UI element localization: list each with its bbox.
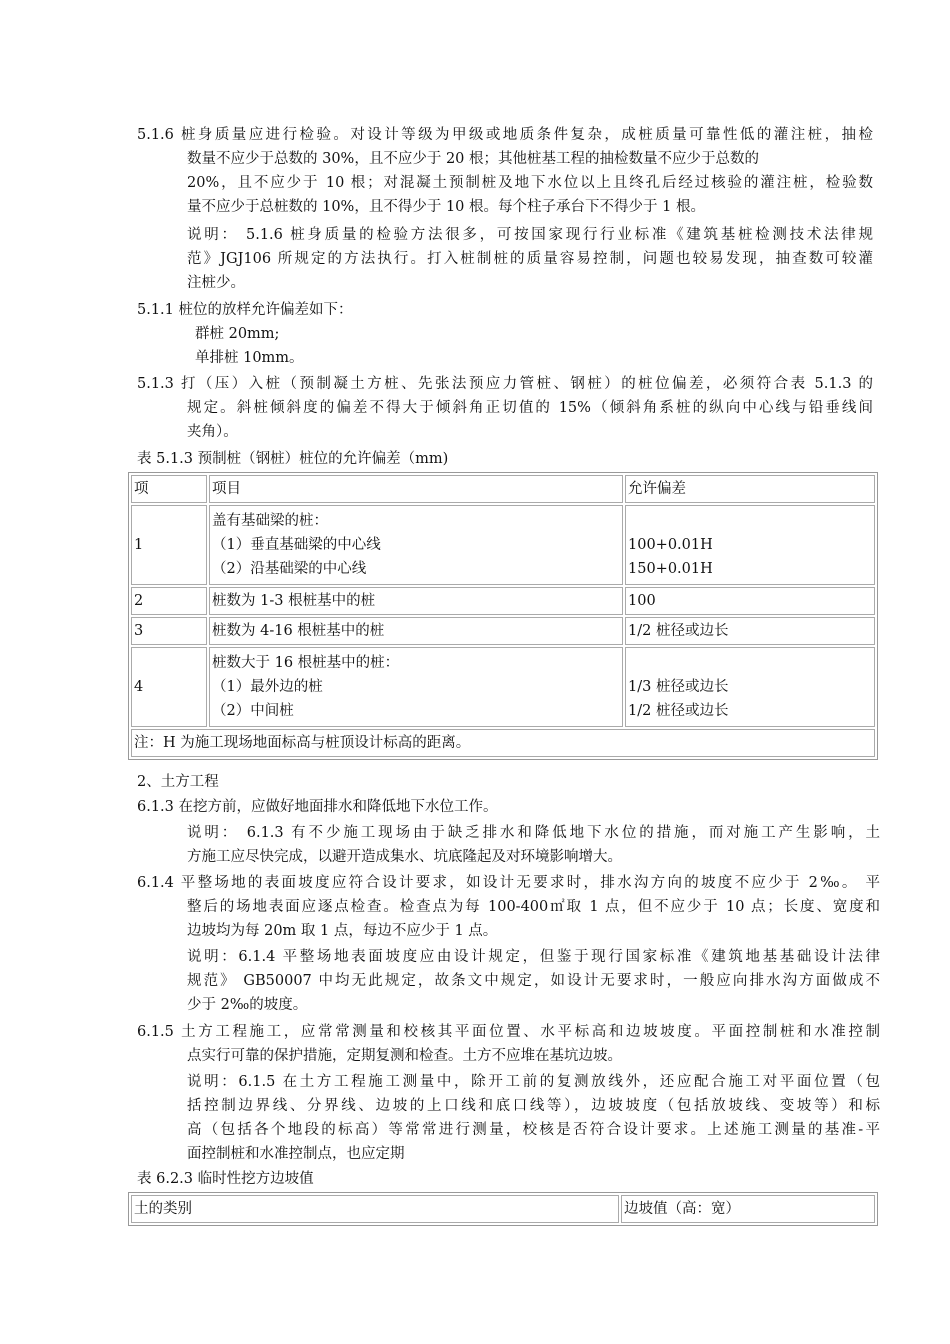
row-2-no: 2	[131, 587, 207, 615]
row-4-tolerance-line	[628, 651, 872, 675]
clause-516-note-line-1: 说明： 5.1.6 桩身质量的检验方法很多，可按国家现行行业标准《建筑基桩检测技术法律规	[187, 227, 873, 243]
row-1-tolerance-line: 100+0.01H	[628, 537, 713, 553]
header-cell-soil-type: 土的类别	[131, 1195, 619, 1223]
row-3-no: 3	[131, 617, 207, 645]
clause-516-note-line-3: 注桩少。	[187, 275, 245, 291]
clause-516-line-1: 5.1.6 桩身质量应进行检验。对设计等级为甲级或地质条件复杂，成桩质量可靠性低的灌注桩，抽检	[137, 127, 873, 143]
row-4-item-line: （1）最外边的桩	[212, 679, 323, 695]
clause-613-line: 6.1.3 在挖方前，应做好地面排水和降低地下水位工作。	[137, 799, 498, 815]
table-623	[128, 1192, 878, 1226]
table-header-row	[131, 1195, 875, 1223]
row-3-item: 桩数为 4-16 根桩基中的桩	[209, 617, 623, 645]
table-row	[131, 617, 875, 645]
table-row	[131, 647, 875, 727]
table-header-row	[131, 475, 875, 503]
table-row	[131, 587, 875, 615]
table-513-note: 注：H 为施工现场地面标高与桩顶设计标高的距离。	[131, 729, 875, 757]
clause-513-line-2: 规定。斜桩倾斜度的偏差不得大于倾斜角正切值的 15%（倾斜角系桩的纵向中心线与铅垂线间	[187, 400, 873, 416]
row-3-tolerance: 1/2 桩径或边长	[625, 617, 875, 645]
row-4-tolerance-line: 1/2 桩径或边长	[628, 703, 729, 719]
clause-614-line-2: 整后的场地表面应逐点检查。检查点为每 100-400㎡取 1 点，但不应少于 10 点；长度、宽度和	[187, 899, 880, 915]
clause-613-note-line-1: 说明： 6.1.3 有不少施工现场由于缺乏排水和降低地下水位的措施，而对施工产生影响，土	[187, 825, 880, 841]
clause-613-note-line-2: 方施工应尽快完成，以避开造成集水、坑底隆起及对环境影响增大。	[187, 849, 622, 865]
header-cell-item: 项目	[209, 475, 623, 503]
table-513-caption: 表 5.1.3 预制桩（钢桩）桩位的允许偏差（mm)	[137, 451, 449, 467]
row-1-no: 1	[131, 505, 207, 585]
table-513	[128, 472, 878, 760]
clause-513-line-1: 5.1.3 打（压）入桩（预制凝土方桩、先张法预应力管桩、钢桩）的桩位偏差，必须符合表 5.1.3 的	[137, 376, 873, 392]
table-623-caption: 表 6.2.3 临时性挖方边坡值	[137, 1171, 314, 1187]
clause-614-line-3: 边坡均为每 20m 取 1 点，每边不应少于 1 点。	[187, 923, 498, 939]
row-2-tolerance: 100	[625, 587, 875, 615]
row-1-item-line: 盖有基础梁的桩：	[212, 513, 328, 529]
clause-615-note-line-2: 括控制边界线、分界线、边坡的上口线和底口线等），边坡坡度（包括放坡线、变坡等）和标	[187, 1098, 880, 1114]
row-4-tolerance-line: 1/3 桩径或边长	[628, 679, 729, 695]
clause-615-line-2: 点实行可靠的保护措施，定期复测和检查。土方不应堆在基坑边坡。	[187, 1048, 622, 1064]
clause-516-note-line-2: 范》JGJ106 所规定的方法执行。打入桩制桩的质量容易控制，问题也较易发现，抽查数可较灌	[187, 251, 873, 267]
row-1-tolerance	[625, 505, 875, 585]
clause-516-line-4: 量不应少于总桩数的 10%，且不得少于 10 根。每个柱子承台下不得少于 1 根。	[187, 199, 705, 215]
clause-513-line-3: 夹角）。	[187, 424, 238, 440]
clause-511-line-1: 5.1.1 桩位的放样允许偏差如下：	[137, 302, 353, 318]
header-cell-no: 项	[131, 475, 207, 503]
row-2-item: 桩数为 1-3 根桩基中的桩	[209, 587, 623, 615]
row-4-item-line: （2）中间桩	[212, 703, 294, 719]
clause-615-line-1: 6.1.5 土方工程施工，应常常测量和校核其平面位置、水平标高和边坡坡度。平面控制桩和水准控制	[137, 1024, 880, 1040]
row-1-item	[209, 505, 623, 585]
header-cell-slope-value: 边坡值（高：宽）	[621, 1195, 875, 1223]
row-1-tolerance-line: 150+0.01H	[628, 561, 713, 577]
section-2-title: 2、土方工程	[137, 774, 219, 790]
clause-511-line-2: 群桩 20mm;	[195, 326, 280, 342]
clause-615-note-line-1: 说明：6.1.5 在土方工程施工测量中，除开工前的复测放线外，还应配合施工对平面位置（包	[187, 1074, 880, 1090]
row-1-tolerance-line	[628, 509, 872, 533]
row-4-tolerance	[625, 647, 875, 727]
clause-511-line-3: 单排桩 10mm。	[195, 350, 304, 366]
row-1-item-line: （2）沿基础梁的中心线	[212, 561, 367, 577]
clause-614-note-line-3: 少于 2‰的坡度。	[187, 997, 308, 1013]
clause-615-note-line-3: 高（包括各个地段的标高）等常常进行测量，校核是否符合设计要求。上述施工测量的基准-平	[187, 1122, 880, 1138]
clause-516-line-2: 数量不应少于总数的 30%，且不应少于 20 根；其他桩基工程的抽检数量不应少于总数的	[187, 151, 760, 167]
clause-614-note-line-2: 规范》 GB50007 中均无此规定，故条文中规定，如设计无要求时，一般应向排水沟方面做成不	[187, 973, 880, 989]
table-note-row	[131, 729, 875, 757]
row-4-item	[209, 647, 623, 727]
clause-615-note-line-4: 面控制桩和水准控制点，也应定期	[187, 1146, 405, 1162]
row-1-item-line: （1）垂直基础梁的中心线	[212, 537, 381, 553]
row-4-no: 4	[131, 647, 207, 727]
header-cell-tolerance: 允许偏差	[625, 475, 875, 503]
clause-614-note-line-1: 说明：6.1.4 平整场地表面坡度应由设计规定，但鉴于现行国家标准《建筑地基基础设计法律	[187, 949, 880, 965]
clause-614-line-1: 6.1.4 平整场地的表面坡度应符合设计要求，如设计无要求时，排水沟方向的坡度不应少于 2‰。 平	[137, 875, 880, 891]
row-4-item-line: 桩数大于 16 根桩基中的桩：	[212, 655, 400, 671]
clause-516-line-3: 20%，且不应少于 10 根；对混凝土预制桩及地下水位以上且终孔后经过核验的灌注桩，检验数	[187, 175, 873, 191]
table-row	[131, 505, 875, 585]
